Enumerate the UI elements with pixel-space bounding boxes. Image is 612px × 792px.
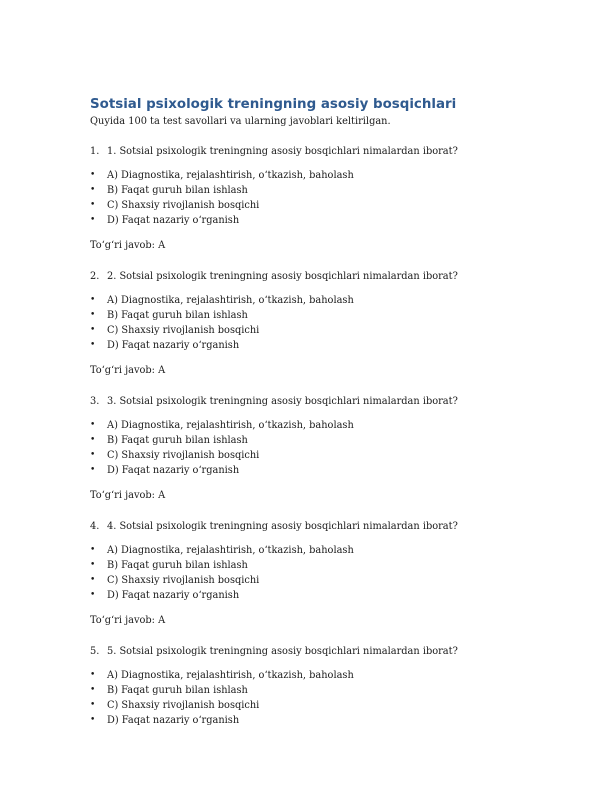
- correct-answer: To‘g‘ri javob: A: [90, 240, 166, 251]
- bullet-icon: •: [90, 185, 96, 195]
- option-text: C) Shaxsiy rivojlanish bosqichi: [107, 325, 260, 336]
- options-list: [90, 418, 550, 478]
- options-list: [90, 668, 550, 728]
- option-text: C) Shaxsiy rivojlanish bosqichi: [107, 200, 260, 211]
- option-item: [90, 183, 550, 198]
- question-number: 2.: [90, 271, 100, 282]
- options-list: [90, 293, 550, 353]
- question-text: 5. Sotsial psixologik treningning asosiy bosqichlari nimalardan iborat?: [107, 646, 458, 657]
- option-text: B) Faqat guruh bilan ishlash: [107, 310, 248, 321]
- option-item: [90, 573, 550, 588]
- bullet-icon: •: [90, 295, 96, 305]
- option-item: [90, 418, 550, 433]
- option-text: A) Diagnostika, rejalashtirish, o‘tkazish, baholash: [107, 170, 354, 181]
- option-item: [90, 543, 550, 558]
- bullet-icon: •: [90, 715, 96, 725]
- option-item: [90, 308, 550, 323]
- question-list: [90, 145, 550, 728]
- options-list: [90, 168, 550, 228]
- option-text: B) Faqat guruh bilan ishlash: [107, 685, 248, 696]
- question-text: 2. Sotsial psixologik treningning asosiy bosqichlari nimalardan iborat?: [107, 271, 458, 282]
- option-text: D) Faqat nazariy o‘rganish: [107, 590, 240, 601]
- option-item: [90, 433, 550, 448]
- bullet-icon: •: [90, 420, 96, 430]
- question-number: 4.: [90, 521, 100, 532]
- correct-answer: To‘g‘ri javob: A: [90, 490, 166, 501]
- option-text: C) Shaxsiy rivojlanish bosqichi: [107, 700, 260, 711]
- option-text: B) Faqat guruh bilan ishlash: [107, 185, 248, 196]
- option-item: [90, 588, 550, 603]
- option-item: [90, 558, 550, 573]
- option-text: A) Diagnostika, rejalashtirish, o‘tkazish, baholash: [107, 420, 354, 431]
- bullet-icon: •: [90, 560, 96, 570]
- question-block: [90, 645, 550, 728]
- question-block: [90, 395, 550, 503]
- option-text: D) Faqat nazariy o‘rganish: [107, 715, 240, 726]
- bullet-icon: •: [90, 465, 96, 475]
- bullet-icon: •: [90, 170, 96, 180]
- question-text-row: [90, 645, 550, 659]
- question-text-row: [90, 520, 550, 534]
- question-text: 1. Sotsial psixologik treningning asosiy bosqichlari nimalardan iborat?: [107, 146, 458, 157]
- option-item: [90, 448, 550, 463]
- bullet-icon: •: [90, 215, 96, 225]
- option-item: [90, 698, 550, 713]
- option-text: D) Faqat nazariy o‘rganish: [107, 465, 240, 476]
- question-block: [90, 520, 550, 628]
- option-text: C) Shaxsiy rivojlanish bosqichi: [107, 450, 260, 461]
- correct-answer: To‘g‘ri javob: A: [90, 365, 166, 376]
- bullet-icon: •: [90, 310, 96, 320]
- bullet-icon: •: [90, 325, 96, 335]
- document-title: Sotsial psixologik treningning asosiy bosqichlari: [90, 97, 457, 112]
- question-number: 3.: [90, 396, 100, 407]
- document-page: [90, 96, 550, 728]
- option-text: B) Faqat guruh bilan ishlash: [107, 435, 248, 446]
- bullet-icon: •: [90, 575, 96, 585]
- question-number: 5.: [90, 646, 100, 657]
- question-text-row: [90, 145, 550, 159]
- option-item: [90, 463, 550, 478]
- option-item: [90, 323, 550, 338]
- question-text-row: [90, 270, 550, 284]
- option-item: [90, 668, 550, 683]
- bullet-icon: •: [90, 700, 96, 710]
- bullet-icon: •: [90, 435, 96, 445]
- option-item: [90, 293, 550, 308]
- option-item: [90, 168, 550, 183]
- intro-text: Quyida 100 ta test savollari va ularning javoblari keltirilgan.: [90, 116, 391, 127]
- option-text: A) Diagnostika, rejalashtirish, o‘tkazish, baholash: [107, 295, 354, 306]
- option-text: C) Shaxsiy rivojlanish bosqichi: [107, 575, 260, 586]
- option-text: D) Faqat nazariy o‘rganish: [107, 340, 240, 351]
- option-text: D) Faqat nazariy o‘rganish: [107, 215, 240, 226]
- question-number: 1.: [90, 146, 100, 157]
- bullet-icon: •: [90, 545, 96, 555]
- bullet-icon: •: [90, 450, 96, 460]
- question-text: 4. Sotsial psixologik treningning asosiy bosqichlari nimalardan iborat?: [107, 521, 458, 532]
- option-text: B) Faqat guruh bilan ishlash: [107, 560, 248, 571]
- bullet-icon: •: [90, 685, 96, 695]
- option-item: [90, 198, 550, 213]
- option-item: [90, 683, 550, 698]
- option-item: [90, 338, 550, 353]
- correct-answer: To‘g‘ri javob: A: [90, 615, 166, 626]
- question-text-row: [90, 395, 550, 409]
- bullet-icon: •: [90, 670, 96, 680]
- question-block: [90, 145, 550, 253]
- question-block: [90, 270, 550, 378]
- option-item: [90, 713, 550, 728]
- question-text: 3. Sotsial psixologik treningning asosiy bosqichlari nimalardan iborat?: [107, 396, 458, 407]
- option-text: A) Diagnostika, rejalashtirish, o‘tkazish, baholash: [107, 545, 354, 556]
- bullet-icon: •: [90, 340, 96, 350]
- option-item: [90, 213, 550, 228]
- bullet-icon: •: [90, 200, 96, 210]
- options-list: [90, 543, 550, 603]
- option-text: A) Diagnostika, rejalashtirish, o‘tkazish, baholash: [107, 670, 354, 681]
- bullet-icon: •: [90, 590, 96, 600]
